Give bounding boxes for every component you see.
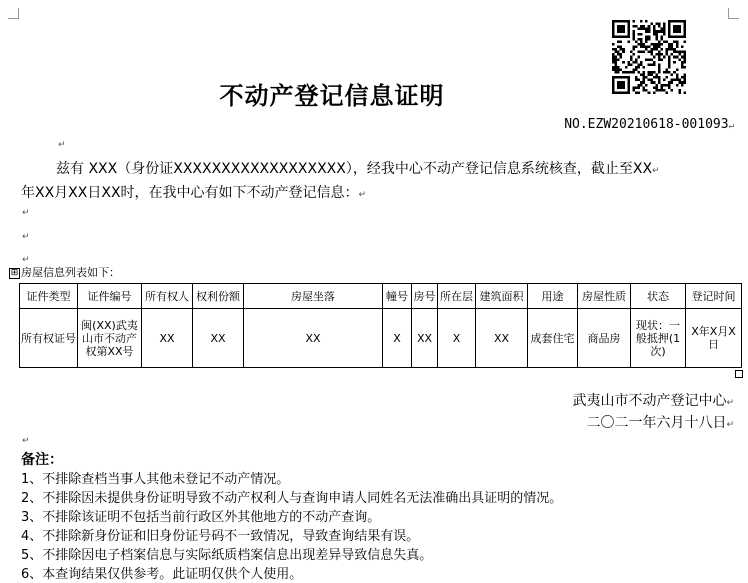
header-cell: 登记时间 <box>686 284 742 309</box>
header-cell: 状态 <box>631 284 686 309</box>
table-cell: 现状：一般抵押(1次) <box>631 309 686 368</box>
header-cell: 证件类型 <box>20 284 78 309</box>
header-cell: 幢号 <box>383 284 412 309</box>
table-cell: X <box>383 309 412 368</box>
note-item: 5、不排除因电子档案信息与实际纸质档案信息出现差异导致信息失真。 <box>21 548 433 563</box>
note-item: 4、不排除新身份证和旧身份证号码不一致情况，导致查询结果有误。 <box>21 529 420 544</box>
table-cell: XX <box>412 309 438 368</box>
table-cell: XX <box>193 309 244 368</box>
header-cell: 用途 <box>528 284 578 309</box>
note-item: 6、本查询结果仅供参考。此证明仅供个人使用。 <box>21 567 303 582</box>
header-cell: 权利份额 <box>193 284 244 309</box>
header-cell: 房号 <box>412 284 438 309</box>
header-cell: 所在层 <box>438 284 476 309</box>
table-cell: 商品房 <box>578 309 631 368</box>
table-cell: X年X月X日 <box>686 309 742 368</box>
table-cell: 所有权证号 <box>20 309 78 368</box>
table-cell: 闽(XX)武夷山市不动产权第XX号 <box>78 309 142 368</box>
table-move-handle-icon[interactable]: ⊞ <box>10 267 19 278</box>
table-cell: XX <box>476 309 528 368</box>
note-item: 2、不排除因未提供身份证明导致不动产权利人与查询申请人同姓名无法准确出具证明的情况。 <box>21 491 563 506</box>
header-cell: 建筑面积 <box>476 284 528 309</box>
body-paragraph-line-2: 年XX月XX日XX时，在我中心有如下不动产登记信息：↵ <box>21 185 367 201</box>
table-header-row <box>20 284 742 309</box>
paragraph-mark: ↵ <box>22 208 30 218</box>
header-cell: 房屋坐落 <box>244 284 383 309</box>
document-title: 不动产登记信息证明 <box>219 82 445 110</box>
paragraph-mark: ↵ <box>58 140 66 150</box>
crop-mark-top-left <box>8 8 19 19</box>
crop-mark-top-right <box>728 8 739 19</box>
issue-date: 二〇二一年六月十八日↵ <box>586 415 734 431</box>
table-cell: XX <box>244 309 383 368</box>
table-cell: 成套住宅 <box>528 309 578 368</box>
header-cell: 所有权人 <box>142 284 193 309</box>
table-caption: ⊞ 房屋信息列表如下： <box>10 266 120 279</box>
notes-title: 备注： <box>21 452 63 468</box>
notes-section <box>21 449 562 582</box>
issuer-name: 武夷山市不动产登记中心↵ <box>572 393 734 409</box>
note-item: 3、不排除该证明不包括当前行政区外其他地方的不动产查询。 <box>21 510 381 525</box>
paragraph-mark: ↵ <box>22 232 30 242</box>
header-cell: 房屋性质 <box>578 284 631 309</box>
document-number: NO.EZW20210618-001093↵ <box>564 117 734 132</box>
header-cell: 证件编号 <box>78 284 142 309</box>
paragraph-mark: ↵ <box>22 436 30 446</box>
table-cell: XX <box>142 309 193 368</box>
table-resize-handle-icon[interactable] <box>735 370 743 378</box>
body-paragraph-line-1: 兹有 XXX（身份证XXXXXXXXXXXXXXXXXX），经我中心不动产登记信息系统核查，截止至XX↵ <box>56 161 660 177</box>
note-item: 1、不排除查档当事人其他未登记不动产情况。 <box>21 472 290 487</box>
paragraph-mark: ↵ <box>22 255 30 265</box>
property-info-table <box>19 283 742 368</box>
table-row <box>20 309 742 368</box>
table-cell: X <box>438 309 476 368</box>
